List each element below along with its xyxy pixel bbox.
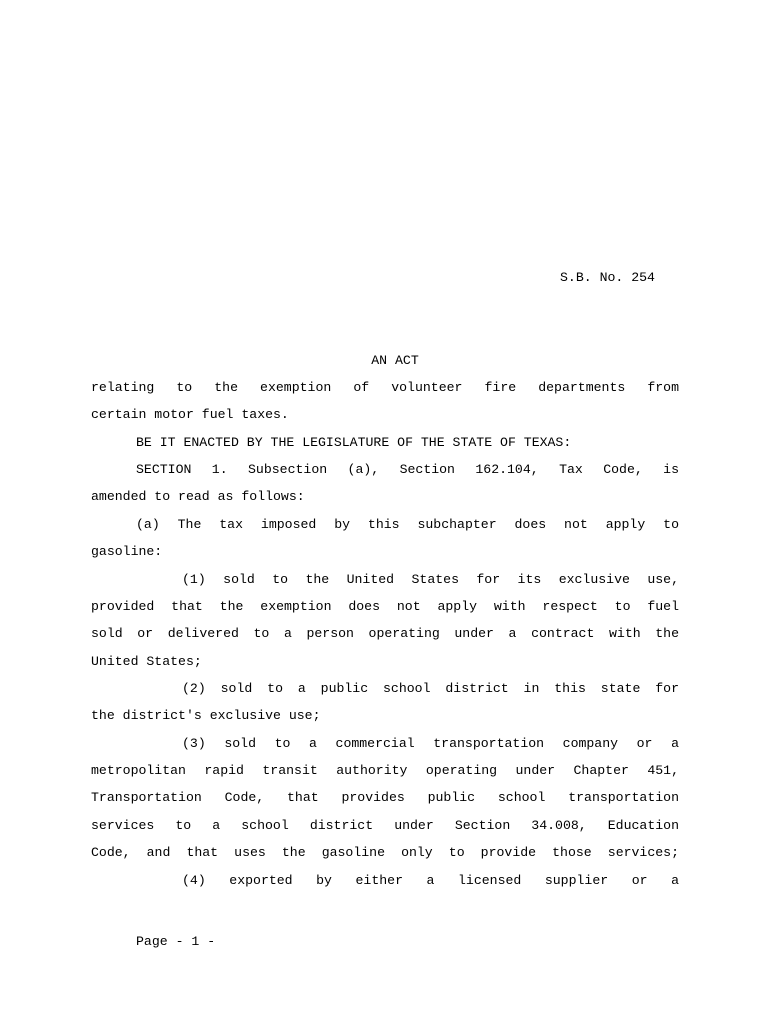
bill-number: S.B. No. 254 bbox=[560, 270, 655, 285]
text-line: (3) sold to a commercial transportation company or a bbox=[182, 736, 679, 751]
text-line: Code, and that uses the gasoline only to provide those services; bbox=[91, 845, 679, 860]
text-line: certain motor fuel taxes. bbox=[91, 407, 289, 422]
text-line: gasoline: bbox=[91, 544, 163, 559]
enacting-clause: BE IT ENACTED BY THE LEGISLATURE OF THE STATE OF TEXAS: bbox=[136, 435, 572, 450]
text-line: Transportation Code, that provides public school transportation bbox=[91, 790, 679, 805]
text-line: United States; bbox=[91, 654, 202, 669]
text-line: provided that the exemption does not apply with respect to fuel bbox=[91, 599, 679, 614]
text-line: sold or delivered to a person operating under a contract with the bbox=[91, 626, 679, 641]
text-line: (a) The tax imposed by this subchapter does not apply to bbox=[136, 517, 679, 532]
text-line: SECTION 1. Subsection (a), Section 162.104, Tax Code, is bbox=[136, 462, 679, 477]
text-line: (1) sold to the United States for its exclusive use, bbox=[182, 572, 679, 587]
text-line: metropolitan rapid transit authority operating under Chapter 451, bbox=[91, 763, 679, 778]
page-number: Page - 1 - bbox=[136, 934, 216, 949]
text-line: relating to the exemption of volunteer fire departments from bbox=[91, 380, 679, 395]
text-line: (4) exported by either a licensed supplier or a bbox=[182, 873, 679, 888]
act-title: AN ACT bbox=[371, 353, 419, 368]
text-line: amended to read as follows: bbox=[91, 489, 305, 504]
text-line: services to a school district under Section 34.008, Education bbox=[91, 818, 679, 833]
text-line: the district's exclusive use; bbox=[91, 708, 321, 723]
text-line: (2) sold to a public school district in this state for bbox=[182, 681, 679, 696]
